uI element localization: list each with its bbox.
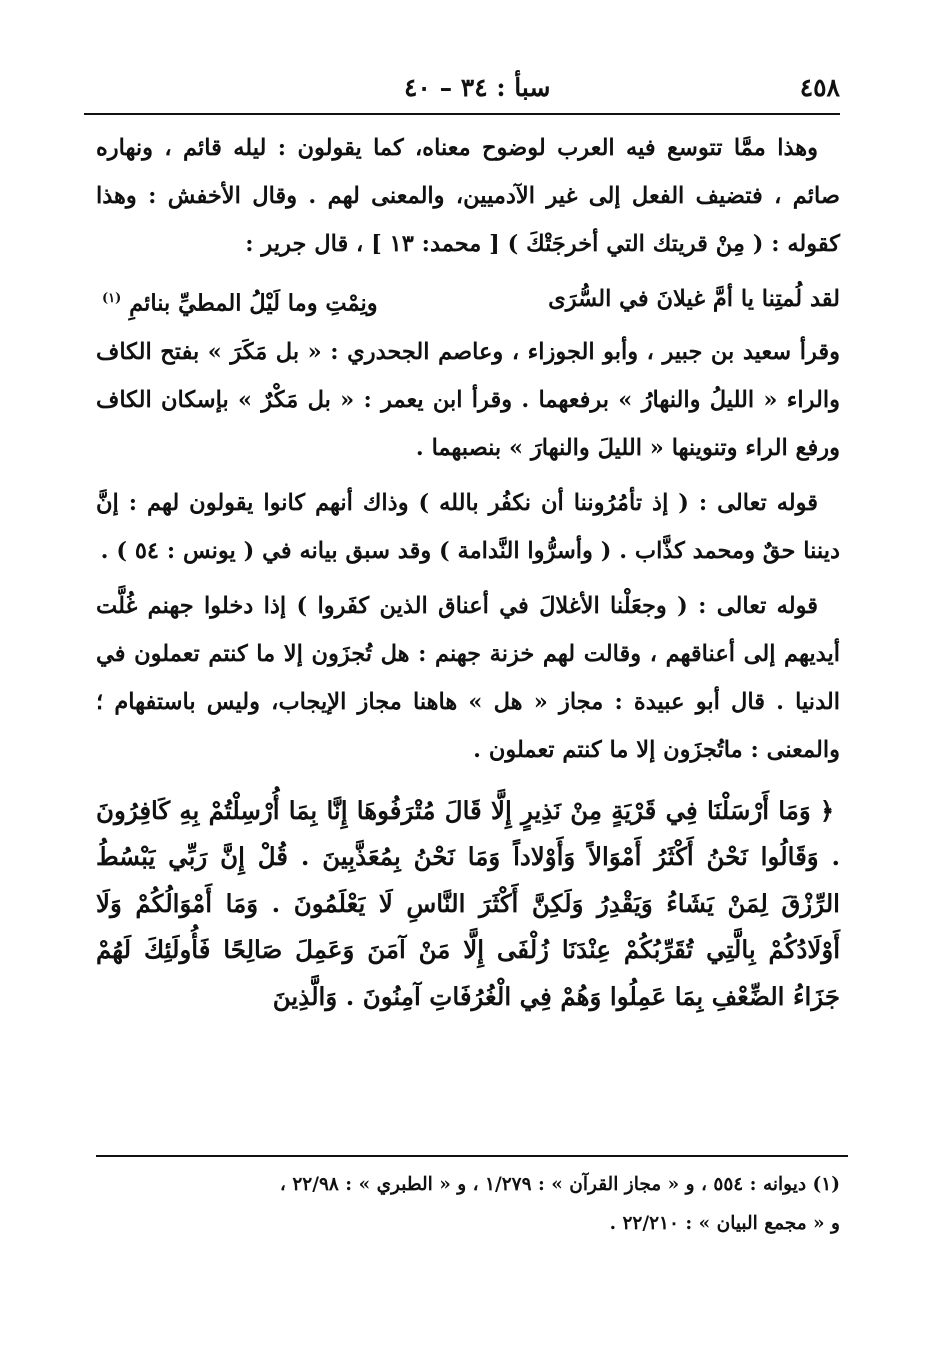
text-line: قوله تعالى : ( إذ تأمُرُوننا أن نكفُر بالله ) وذاك أنهم كانوا يقولون لهم : bbox=[128, 489, 818, 516]
page-number: ٤٥٨ bbox=[799, 73, 840, 102]
verse-second-hemistich bbox=[102, 275, 378, 328]
paragraph-aghlal bbox=[96, 582, 840, 774]
quran-line: لَهُمْ جَزَاءُ الضِّعْفِ بِمَا عَمِلُوا وَهُمْ فِي الْغُرُفَاتِ آمِنُونَ . وَالَّذِينَ bbox=[96, 935, 840, 1011]
text-line: وقرأ سعيد بن جبير ، وأبو الجوزاء ، وعاصم الجحدري : « بل مَكَرَ » بفتح bbox=[160, 338, 840, 365]
verse-first-hemistich: لقد لُمتِنا يا أمَّ غيلانَ في السُّرَى bbox=[548, 286, 840, 312]
text-line: وهذا ممَّا تتوسع فيه العرب لوضوح معناه، كما يقولون : ليله قائم ، ونهاره صائم ، bbox=[96, 135, 840, 209]
surah-range-title: سبأ : ٣٤ – ٤٠ bbox=[404, 73, 551, 102]
quran-line: بِمَا أُرْسِلْتُمْ بِهِ كَافِرُونَ . وَقَالُوا نَحْنُ أَكْثَرُ أَمْوَالاً وَأَوْلاداً bbox=[96, 795, 840, 871]
text-line: الكاف والراء « الليلُ والنهارُ » برفعهما . وقرأ ابن يعمر : « بل مَكْرٌ » بإسكان bbox=[96, 338, 840, 413]
quran-passage bbox=[96, 788, 840, 1021]
running-head bbox=[84, 58, 840, 102]
quran-open-bracket: ﴿ bbox=[819, 795, 835, 825]
commentary-body bbox=[96, 124, 840, 1020]
text-line: فتضيف الفعل إلى غير الآدميين، والمعنى لهم . وقال الأخفش : وهذا كقوله : bbox=[96, 183, 840, 257]
paragraph-readings bbox=[96, 328, 840, 472]
footnote-line: (١) ديوانه : ٥٥٤ ، و « مجاز القرآن » : ١/٢٧٩ ، و « الطبري » : ٢٢/٩٨ ، bbox=[279, 1174, 840, 1195]
text-line: تعملون في الدنيا . قال أبو عبيدة : مجاز « هل » هاهنا مجاز الإيجاب، وليس باستفهام ؛ bbox=[96, 640, 840, 715]
footnotes bbox=[96, 1165, 840, 1243]
footnote-line: و « مجمع البيان » : ٢٢/٢١٠ . bbox=[609, 1213, 840, 1234]
text-line: والمعنى : ماتُجزَون إلا ما كنتم تعملون . bbox=[473, 736, 840, 763]
text-line: ( مِنْ قريتك التي أخرجَتْكَ ) [ محمد: ١٣ ] ، قال جرير : bbox=[245, 231, 764, 257]
quran-line: وَلَكِنَّ أَكْثَرَ النَّاسِ لَا يَعْلَمُونَ . وَمَا أَمْوَالُكُمْ وَلَا أَوْلَادُكُمْ bbox=[96, 888, 841, 964]
verse-second-text: ونِمْتِ وما لَيْلُ المطيِّ بنائمِ bbox=[129, 290, 378, 317]
quran-line: وَمَا أَرْسَلْنَا فِي قَرْيَةٍ مِنْ نَذِيرٍ إِلَّا قَالَ مُتْرَفُوهَا إِنَّا bbox=[326, 795, 811, 825]
text-line: إنَّ ديننا حقٌ ومحمد كذَّاب . ( وأسرُّوا النَّدامة ) وقد سبق بيانه في ( يونس : ٥٤ ) . bbox=[96, 489, 840, 564]
text-line: قوله تعالى : ( وجعَلْنا الأغلالَ في أعناق الذين كفَروا ) إذا دخلوا جهنم bbox=[147, 592, 818, 619]
quran-line: وَمَا نَحْنُ بِمُعَذَّبِينَ . قُلْ إِنَّ رَبِّي يَبْسُطُ الرِّزْقَ لِمَنْ يَشَاءُ وَيَقْدِرُ bbox=[96, 842, 840, 918]
text-line: الكاف ورفع الراء وتنوينها « الليلَ والنهارَ » بنصبهما . bbox=[96, 386, 840, 461]
footnote-marker: (١) bbox=[102, 291, 122, 306]
poetry-verse bbox=[96, 275, 840, 328]
paragraph-metaphor bbox=[96, 124, 840, 268]
text-line: غُلَّت أيديهم إلى أعناقهم ، وقالت لهم خزنة جهنم : هل تُجزَون إلا ما كنتم bbox=[96, 592, 840, 667]
header-rule bbox=[84, 113, 840, 115]
paragraph-tamurunana bbox=[96, 479, 840, 575]
footnote-rule bbox=[96, 1155, 848, 1157]
quran-line: بِالَّتِي تُقَرِّبُكُمْ عِنْدَنَا زُلْفَى إِلَّا مَنْ آمَنَ وَعَمِلَ صَالِحًا فَأُولَئِكَ bbox=[143, 935, 756, 964]
